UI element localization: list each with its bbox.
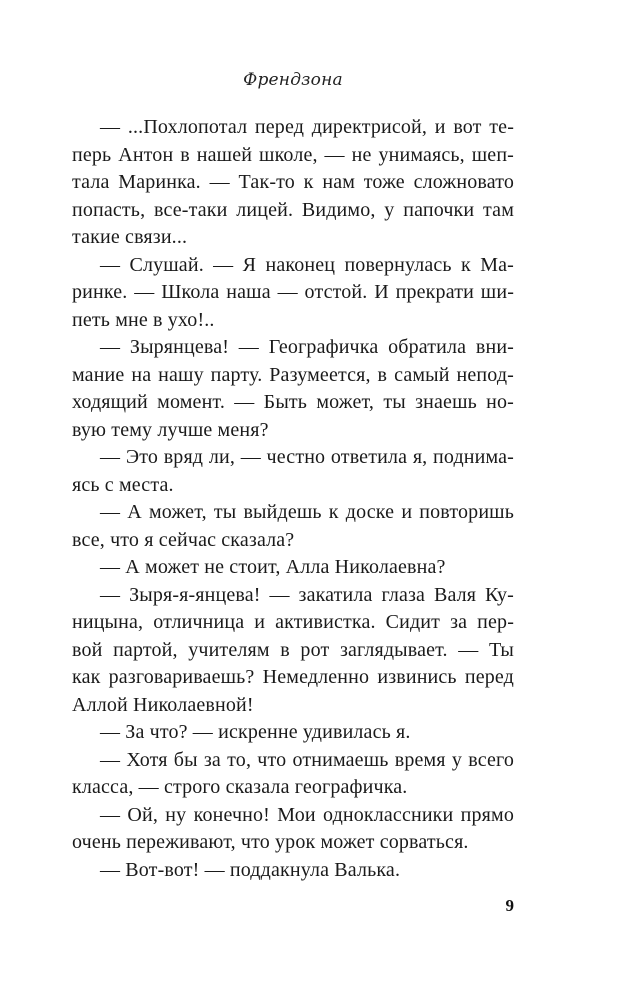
text-line: — Это вряд ли, — честно ответила я, поднима- <box>100 446 514 468</box>
text-line: ходящий момент. — Быть может, ты знаешь но- <box>72 391 514 413</box>
text-line: Аллой Николаевной! <box>72 693 254 716</box>
text-line: ринке. — Школа наша — отстой. И прекрати ши- <box>72 281 514 303</box>
text-line: ницына, отличница и активистка. Сидит за пер- <box>72 611 514 633</box>
text-line: такие связи... <box>72 226 188 248</box>
text-line: как разговариваешь? Немедленно извинись перед <box>72 666 514 688</box>
text-line: — ...Похлопотал перед директрисой, и вот те- <box>100 116 514 138</box>
text-line: класса, — строго сказала географичка. <box>72 776 408 798</box>
text-line: попасть, все-таки лицей. Видимо, у папочки там <box>72 198 514 221</box>
text-line: — Вот-вот! — поддакнула Валька. <box>100 858 401 881</box>
running-head-title: Френдзона <box>243 70 343 90</box>
text-line: тала Маринка. — Так-то к нам тоже сложновато <box>72 171 514 193</box>
text-line: — За что? — искренне удивилась я. <box>100 721 411 743</box>
body-text <box>72 114 514 884</box>
text-line: перь Антон в нашей школе, — не унимаясь, шеп- <box>72 143 514 166</box>
text-line: очень переживают, что урок может сорваться. <box>72 831 469 853</box>
text-line: — Зыря-я-янцева! — закатила глаза Валя Ку- <box>100 583 514 606</box>
text-line: ясь с места. <box>72 473 174 496</box>
text-line: мание на нашу парту. Разумеется, в самый непод- <box>72 363 514 386</box>
text-line: — Слушай. — Я наконец повернулась к Ма- <box>100 253 514 276</box>
text-line: — А может, ты выйдешь к доске и повторишь <box>100 501 514 523</box>
text-line: все, что я сейчас сказала? <box>72 528 295 551</box>
page-number: 9 <box>505 896 514 915</box>
text-line: — Зырянцева! — Географичка обратила вни- <box>100 336 514 358</box>
text-line: — А может не стоит, Алла Николаевна? <box>100 556 446 578</box>
text-line: — Хотя бы за то, что отнимаешь время у всего <box>100 748 514 771</box>
text-line: вой партой, учителям в рот заглядывает. — Ты <box>72 638 514 661</box>
text-line: — Ой, ну конечно! Мои одноклассники прямо <box>100 803 514 826</box>
text-line: вую тему лучше меня? <box>72 418 269 441</box>
text-line: петь мне в ухо!.. <box>72 308 215 331</box>
